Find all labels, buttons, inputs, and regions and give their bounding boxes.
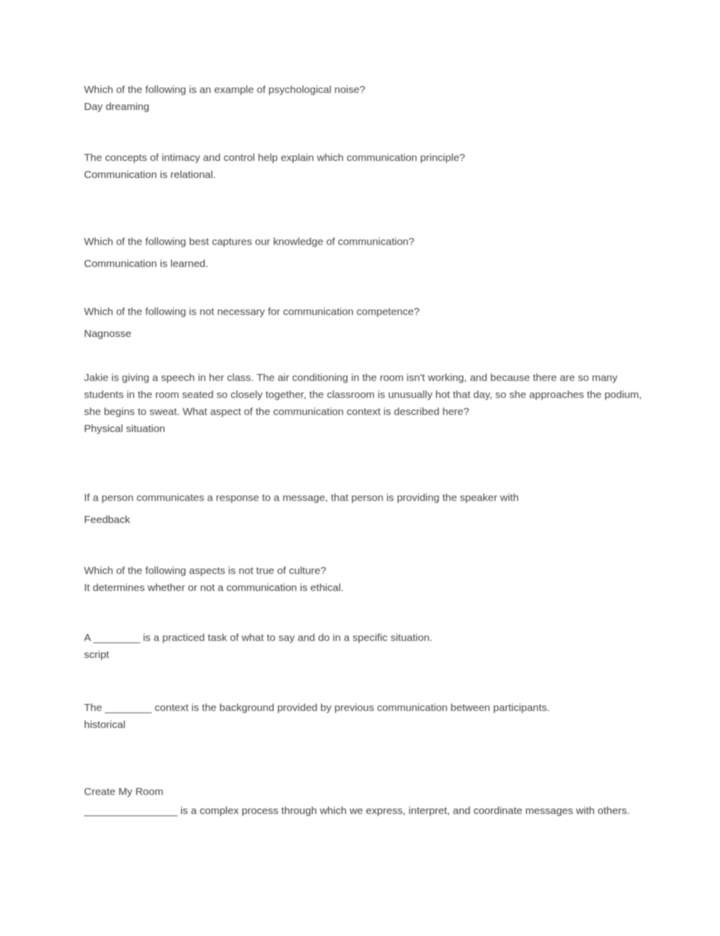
answer-text: Communication is relational.	[84, 169, 216, 181]
question-text: A ________ is a practiced task of what to say and do in a specific situation.	[84, 632, 433, 644]
question-text: Which of the following is not necessary for communication competence?	[84, 306, 420, 318]
qa-item	[84, 82, 644, 116]
qa-item	[84, 150, 644, 184]
answer-text: Communication is learned.	[84, 258, 209, 270]
qa-item	[84, 563, 644, 597]
question-text: The ________ context is the background provided by previous communication between participants.	[84, 702, 550, 714]
answer-text: script	[84, 649, 110, 661]
qa-item	[84, 700, 644, 734]
qa-item	[84, 490, 644, 529]
question-text: Which of the following is an example of psychological noise?	[84, 84, 366, 96]
answer-text: Day dreaming	[84, 101, 150, 113]
answer-text: Feedback	[84, 514, 131, 526]
qa-item	[84, 304, 644, 343]
qa-item	[84, 784, 644, 820]
qa-item	[84, 630, 644, 664]
answer-text: historical	[84, 719, 126, 731]
qa-item	[84, 370, 644, 438]
answer-text: ________________ is a complex process through which we express, interpret, and coordinate messages with others.	[84, 805, 630, 817]
answer-text: Physical situation	[84, 423, 166, 435]
question-text: Create My Room	[84, 786, 164, 798]
question-text: If a person communicates a response to a message, that person is providing the speaker with	[84, 492, 519, 504]
question-text: Which of the following aspects is not true of culture?	[84, 565, 327, 577]
answer-text: Nagnosse	[84, 328, 132, 340]
qa-item	[84, 234, 644, 273]
question-text: Jakie is giving a speech in her class. The air conditioning in the room isn't working, and because there are so many students in the room seated so closely together, the classroom is unusually hot that day, so she approaches the podium, she begins to sweat. What aspect of the communication context is described here?	[84, 372, 645, 418]
question-text: The concepts of intimacy and control help explain which communication principle?	[84, 152, 466, 164]
answer-text: It determines whether or not a communication is ethical.	[84, 582, 344, 594]
question-text: Which of the following best captures our knowledge of communication?	[84, 236, 415, 248]
